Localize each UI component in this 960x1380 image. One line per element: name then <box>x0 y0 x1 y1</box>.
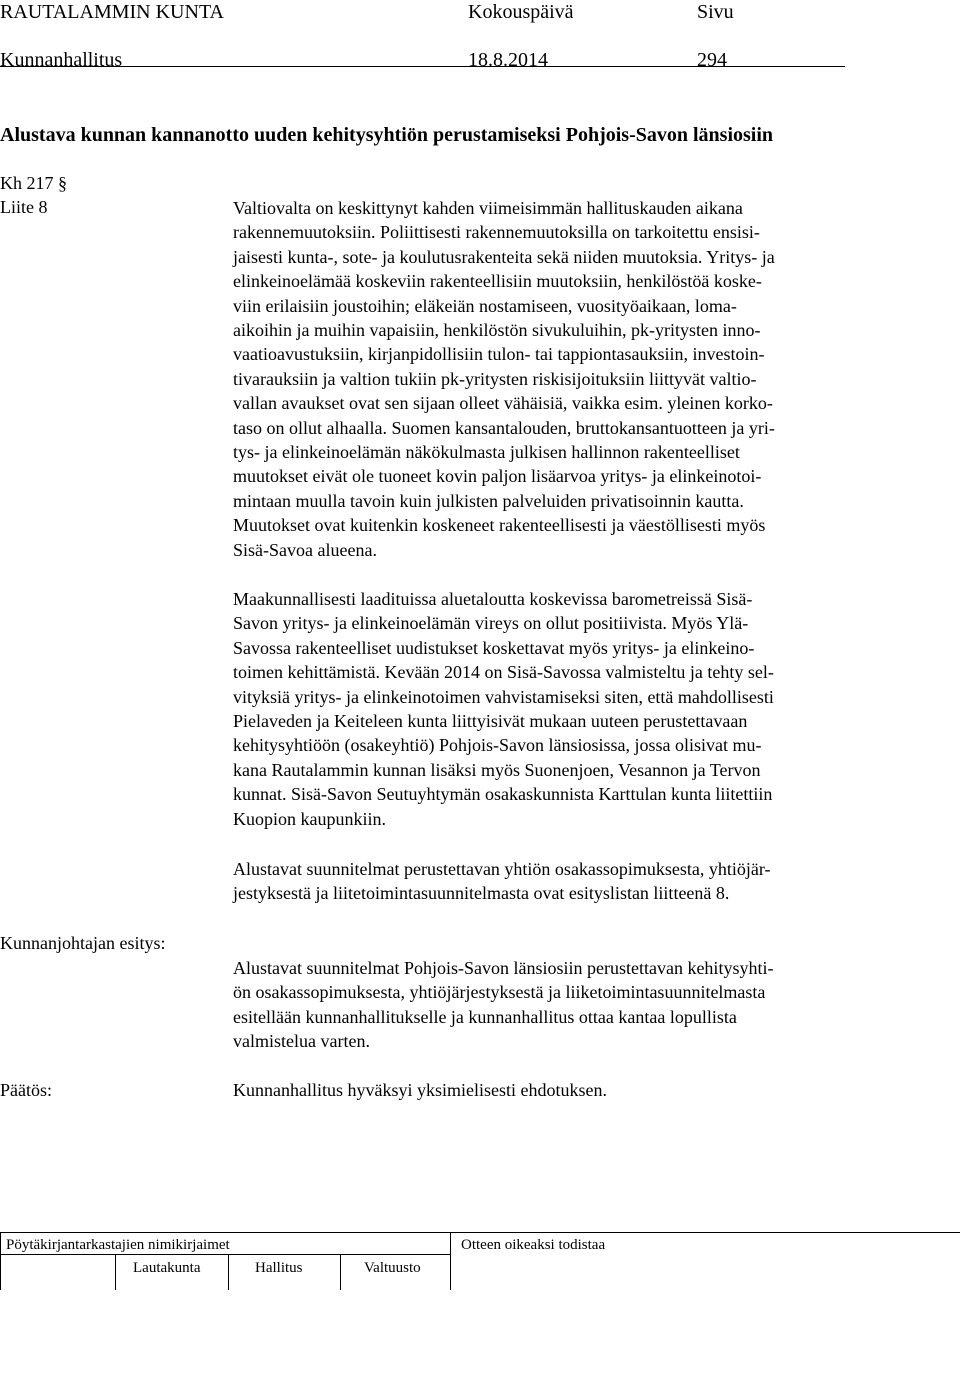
footer-col-divider-1 <box>115 1254 116 1290</box>
text-line: jaisesti kunta-, sote- ja koulutusrakenteita sekä niiden muutoksia. Yritys- ja <box>233 246 775 267</box>
organization-name: RAUTALAMMIN KUNTA <box>0 1 225 23</box>
item-number-text: Kh 217 <box>0 173 54 193</box>
text-line: aikoihin ja muihin vapaisiin, henkilöstön sivukuluihin, pk-yritysten inno- <box>233 320 761 341</box>
text-line: kunnat. Sisä-Savon Seutuyhtymän osakaskunnista Karttulan kunta liitettiin <box>233 784 773 805</box>
text-line: viin erilaisiin joustoihin; eläkeiän nostamiseen, vuosityöaikaan, loma- <box>233 295 737 316</box>
document-title: Alustava kunnan kannanotto uuden kehitysyhtiön perustamiseksi Pohjois-Savon länsiosiin <box>0 124 774 146</box>
text-line: Muutokset ovat kuitenkin koskeneet rakenteellisesti ja väestöllisesti myös <box>233 515 766 536</box>
footer-col-divider-3 <box>340 1254 341 1290</box>
text-line: Maakunnallisesti laadituissa aluetaloutta koskevissa barometreissä Sisä- <box>233 589 753 609</box>
decision-label: Päätös: <box>0 1080 52 1100</box>
text-line: ön osakassopimuksesta, yhtiöjärjestyksestä ja liiketoimintasuunnitelmasta <box>233 982 766 1003</box>
text-line: Savossa rakenteelliset uudistukset koskettavat myös yritys- ja elinkeino- <box>233 637 755 658</box>
meeting-date: 18.8.2014 <box>468 49 548 71</box>
footer-col-valtuusto: Valtuusto <box>364 1260 421 1276</box>
text-line: jestyksestä ja liitetoimintasuunnitelmasta ovat esityslistan liitteenä 8. <box>233 883 730 904</box>
section-mark: § <box>58 173 67 193</box>
text-line: valmistelua varten. <box>233 1031 370 1052</box>
text-line: kehitysyhtiöön (osakeyhtiö) Pohjois-Savon länsiosissa, jossa olisivat mu- <box>233 735 762 756</box>
text-line: taso on ollut alhaalla. Suomen kansantalouden, bruttokansantuotteen ja yri- <box>233 417 775 438</box>
text-line: vityksiä yritys- ja elinkeinotoimen vahvistamiseksi siten, että mahdollisesti <box>233 686 774 707</box>
meeting-date-label: Kokouspäivä <box>468 1 574 23</box>
text-line: rakennemuutoksiin. Poliittisesti rakennemuutoksilla on tarkoitettu ensisi- <box>233 222 760 243</box>
paragraph-2 <box>233 587 923 831</box>
footer-divider <box>450 1232 451 1290</box>
header-rule <box>0 66 845 67</box>
text-line: mintaan muulla tavoin kuin julkisten palveluiden privatisoinnin kautta. <box>233 490 744 511</box>
item-number <box>0 172 67 195</box>
proposal-text <box>233 956 923 1054</box>
text-line: Sisä-Savoa alueena. <box>233 539 377 560</box>
text-line: tys- ja elinkeinoelämän näkökulmasta julkisen hallinnon rakenteelliset <box>233 442 740 463</box>
decision-text: Kunnanhallitus hyväksyi yksimielisesti ehdotuksen. <box>233 1080 607 1100</box>
page-label: Sivu <box>697 1 734 23</box>
page-number: 294 <box>697 49 727 71</box>
proposal-label: Kunnanjohtajan esitys: <box>0 933 166 953</box>
footer-col-lautakunta: Lautakunta <box>133 1260 201 1276</box>
attachment-label: Liite 8 <box>0 197 48 217</box>
text-line: Valtiovalta on keskittynyt kahden viimeisimmän hallituskauden aikana <box>233 198 743 218</box>
footer-mid-rule <box>0 1254 450 1255</box>
text-line: muutokset eivät ole tuoneet kovin paljon lisäarvoa yritys- ja elinkeinotoi- <box>233 466 762 487</box>
text-line: Kuopion kaupunkiin. <box>233 808 386 829</box>
text-line: toimen kehittämistä. Kevään 2014 on Sisä-Savossa valmisteltu ja tehty sel- <box>233 662 774 683</box>
certified-label: Otteen oikeaksi todistaa <box>461 1237 606 1253</box>
signatures-label: Pöytäkirjantarkastajien nimikirjaimet <box>6 1237 230 1253</box>
text-line: elinkeinoelämää koskeviin rakenteellisiin muutoksiin, henkilöstöä koske- <box>233 271 762 292</box>
text-line: vallan avaukset ovat sen sijaan olleet vähäisiä, vaikka esim. yleinen korko- <box>233 393 773 414</box>
text-line: Pielaveden ja Keiteleen kunta liittyisivät mukaan uuteen perustettavaan <box>233 711 748 732</box>
text-line: Alustavat suunnitelmat perustettavan yhtiön osakassopimuksesta, yhtiöjär- <box>233 859 771 879</box>
text-line: Savon yritys- ja elinkeinoelämän vireys on ollut positiivista. Myös Ylä- <box>233 613 749 634</box>
footer-col-divider-2 <box>228 1254 229 1290</box>
text-line: Alustavat suunnitelmat Pohjois-Savon länsiosiin perustettavan kehitysyhti- <box>233 958 774 978</box>
footer-top-rule <box>0 1232 960 1233</box>
body-name: Kunnanhallitus <box>0 49 123 71</box>
text-line: kana Rautalammin kunnan lisäksi myös Suonenjoen, Vesannon ja Tervon <box>233 759 761 780</box>
footer-col-hallitus: Hallitus <box>255 1260 303 1276</box>
text-line: esitellään kunnanhallitukselle ja kunnanhallitus ottaa kantaa lopullista <box>233 1006 737 1027</box>
paragraph-1 <box>233 196 923 562</box>
footer-left-border <box>0 1232 1 1290</box>
paragraph-3 <box>233 857 923 906</box>
text-line: tivarauksiin ja valtion tukiin pk-yritysten riskisijoituksiin liittyvät valtio- <box>233 368 757 389</box>
text-line: vaatioavustuksiin, kirjanpidollisiin tulon- tai tappiontasauksiin, investoin- <box>233 344 765 365</box>
